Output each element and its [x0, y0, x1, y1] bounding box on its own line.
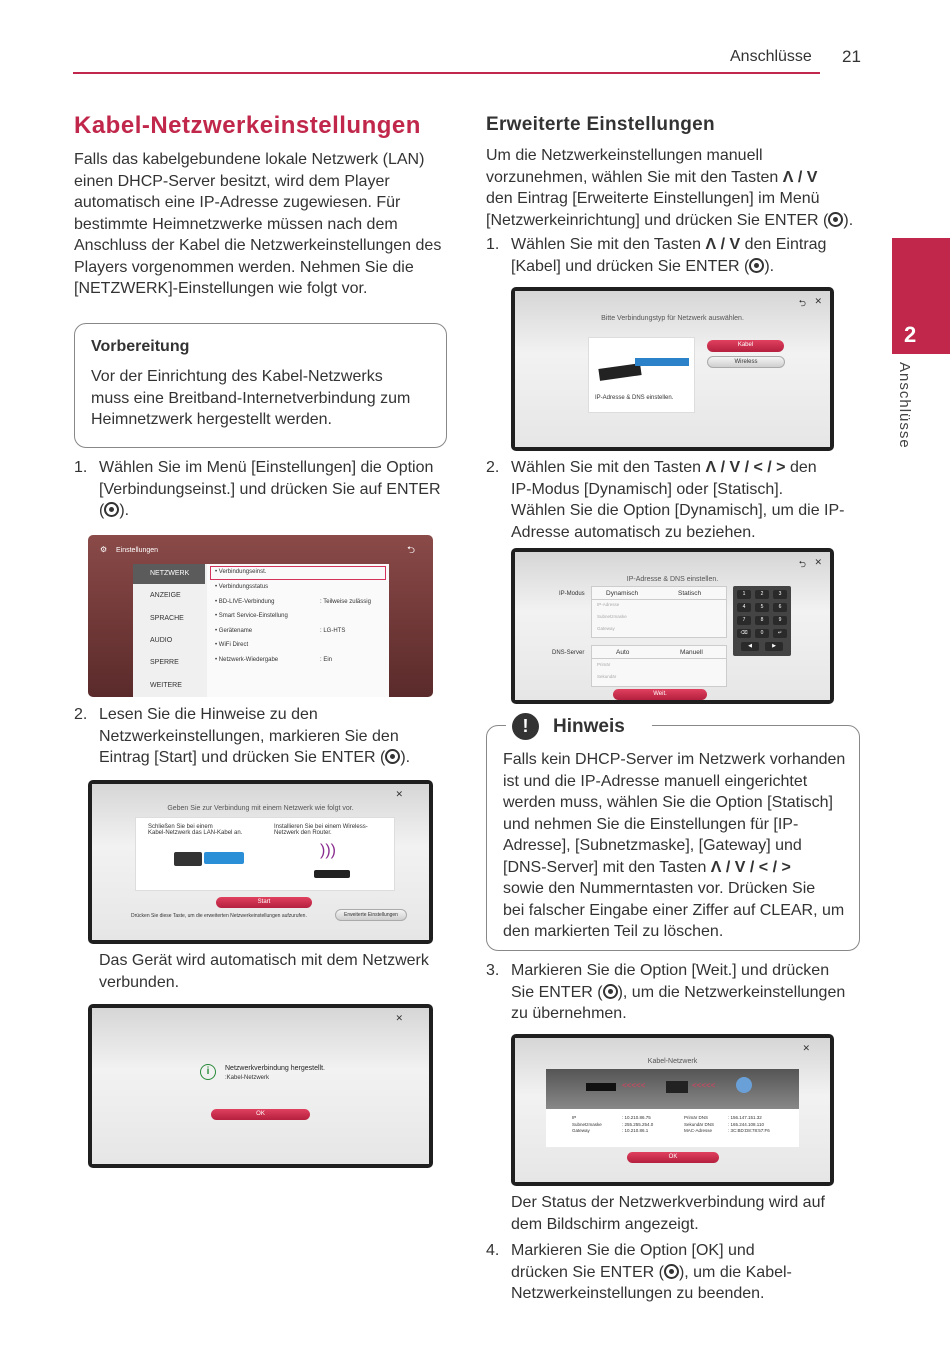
advanced-intro: Um die Netzwerkeinstellungen manuell vorzunehmen, wählen Sie mit den Tasten Λ / V den Eintrag [Erweiterte Einstellungen] im Menü [Netzwerkeinrichtung] und drücken Sie ENTER ( ).: [486, 147, 854, 229]
dns-panel: [591, 645, 727, 687]
preparation-text: Vor der Einrichtung des Kabel-Netzwerks muss eine Breitband-Internetverbindung zum Heimnetzwerk hergestellt werden.: [91, 368, 411, 428]
step-number: 3.: [486, 962, 500, 979]
step-number: 4.: [486, 1242, 500, 1259]
wired-option[interactable]: Kabel: [707, 340, 784, 352]
settings-title: Einstellungen: [116, 547, 159, 554]
key[interactable]: 2: [755, 590, 769, 599]
enter-icon: [828, 212, 843, 227]
connection-success-screenshot: [88, 1004, 433, 1168]
option-row[interactable]: • Smart Service-Einstellung: [215, 613, 288, 619]
start-button[interactable]: Start: [216, 897, 312, 908]
key[interactable]: 5: [755, 603, 769, 612]
static-option[interactable]: Statisch: [678, 590, 702, 597]
lan-port-icon: [174, 852, 202, 866]
key[interactable]: 3: [773, 590, 787, 599]
option-row[interactable]: • WiFi Direct: [215, 642, 249, 648]
close-icon[interactable]: ✕: [395, 789, 403, 799]
close-icon[interactable]: ✕: [802, 1043, 810, 1053]
note-header: [506, 712, 652, 740]
enter-icon: [385, 749, 400, 764]
menu-item[interactable]: AUDIO: [150, 637, 173, 644]
subnet-field[interactable]: Subnetzmaske: [597, 614, 627, 619]
step-text: Wählen Sie mit den Tasten Λ / V den Eintrag [Kabel] und drücken Sie ENTER ( ).: [511, 236, 827, 275]
dialog-title: IP-Adresse & DNS einstellen.: [626, 576, 719, 583]
step-number: 2.: [486, 459, 500, 476]
router-icon: [666, 1081, 688, 1093]
network-status-screenshot: [511, 1034, 834, 1186]
next-button[interactable]: Weit.: [613, 689, 707, 700]
left-key[interactable]: ◀: [741, 642, 759, 651]
ip-dns-caption: IP-Adresse & DNS einstellen.: [595, 395, 674, 401]
backspace-key[interactable]: ⌫: [737, 629, 751, 638]
note-text: Falls kein DHCP-Server im Netzwerk vorhanden ist und die IP-Adresse manuell eingerichtet werden muss, wählen Sie die Option [Statisch] und nehmen Sie die Einstellungen für [IP- Adresse], [Subnetzmaske], [Gateway] und [DNS-Server] mit den Tasten Λ / V / < / > sowie den Nummerntasten vor. Drücken Sie bei falscher Eingabe einer Ziffer auf CLEAR, um den markierten Teil zu löschen.: [503, 751, 846, 940]
preparation-box: [74, 323, 447, 448]
option-row[interactable]: • Verbindungsstatus: [215, 584, 269, 590]
key[interactable]: 7: [737, 616, 751, 625]
ip-mode-panel: [591, 586, 727, 638]
ip-mode-label: IP-Modus: [559, 591, 585, 597]
settings-screenshot: [88, 535, 433, 697]
enter-key[interactable]: ↵: [773, 629, 787, 638]
wifi-signal-icon: ))): [320, 842, 336, 859]
dialog-title: Geben Sie zur Verbindung mit einem Netzwerk wie folgt vor.: [167, 805, 354, 812]
auto-option[interactable]: Auto: [616, 649, 630, 656]
key[interactable]: 9: [773, 616, 787, 625]
step-text: Lesen Sie die Hinweise zu den Netzwerkeinstellungen, markieren Sie den Eintrag [Start] und drücken Sie ENTER ( ).: [99, 706, 411, 766]
auto-connect-text: Das Gerät wird automatisch mit dem Netzwerk verbunden.: [99, 952, 429, 991]
back-icon: ⮌: [406, 545, 415, 556]
key[interactable]: 0: [755, 629, 769, 638]
close-icon[interactable]: ✕: [814, 296, 822, 306]
enter-icon: [603, 984, 618, 999]
advanced-hint: Drücken Sie diese Taste, um die erweiterten Netzwerkeinstellungen aufzurufen.: [131, 913, 307, 919]
lan-cable-icon: [635, 358, 689, 366]
key[interactable]: 1: [737, 590, 751, 599]
close-icon[interactable]: ✕: [814, 557, 822, 567]
intro-paragraph: Falls das kabelgebundene lokale Netzwerk (LAN) einen DHCP-Server besitzt, wird dem Player automatisch eine IP-Adresse zugewiesen. Für bestimmte Heimnetzwerke müssen nach dem Anschluss der Kabel die Netzwerkeinstellungen des Players vorgenommen werden. Nehmen Sie die [NETZWERK]-Einstellungen wie folgt vor.: [74, 151, 442, 297]
link-arrows-icon: <<<<<: [692, 1081, 716, 1090]
ok-button[interactable]: OK: [211, 1109, 310, 1120]
status-keys-left: IP Subnetzmaske Gateway: [572, 1115, 602, 1133]
link-arrows-icon: <<<<<: [622, 1081, 646, 1090]
dns-label: DNS-Server: [552, 650, 585, 656]
network-diagram: [546, 1069, 799, 1109]
success-message: Netzwerkverbindung hergestellt.: [225, 1065, 325, 1072]
ip-dns-screenshot: [511, 548, 834, 704]
option-row[interactable]: • Netzwerk-Wiedergabe : Ein: [215, 657, 333, 663]
status-values-right: : 156.147.151.32 : 165.244.108.110 : 3C:BD:D8:78:57:F6: [728, 1115, 770, 1133]
wireless-hint: Installieren Sie bei einem Wireless- Netzwerk den Router.: [274, 824, 368, 836]
step-number: 1.: [74, 459, 88, 476]
menu-item[interactable]: SPERRE: [150, 659, 179, 666]
enter-icon: [664, 1264, 679, 1279]
lan-cable-icon: [204, 852, 244, 864]
network-connect-screenshot: [88, 780, 433, 944]
option-row[interactable]: • Gerätename : LG-HTS: [215, 628, 346, 634]
settings-menu: [133, 564, 207, 697]
chapter-number: 2: [904, 322, 917, 347]
hint-panel: [135, 817, 395, 891]
wireless-option[interactable]: Wireless: [707, 356, 785, 368]
key[interactable]: 8: [755, 616, 769, 625]
menu-item[interactable]: WEITERE: [150, 682, 182, 689]
dialog-title: Bitte Verbindungstyp für Netzwerk auswählen.: [601, 315, 744, 322]
warning-icon: !: [512, 713, 539, 740]
option-row[interactable]: • Verbindungseinst.: [215, 569, 267, 575]
page-number: 21: [842, 47, 861, 66]
close-icon[interactable]: ✕: [395, 1013, 403, 1023]
secondary-dns-field[interactable]: Sekundär: [597, 674, 617, 679]
wired-hint: Schließen Sie bei einem Kabel-Netzwerk das LAN-Kabel an.: [148, 824, 243, 836]
status-values-left: : 10.210.86.75 : 255.255.254.0 : 10.210.86.1: [622, 1115, 654, 1133]
router-icon: [314, 870, 350, 878]
status-text: Der Status der Netzwerkverbindung wird auf dem Bildschirm angezeigt.: [511, 1194, 825, 1233]
chapter-tab: [892, 238, 950, 354]
dialog-title: Kabel-Netzwerk: [647, 1058, 698, 1065]
back-icon[interactable]: ⮌: [798, 298, 806, 308]
enter-icon: [749, 258, 764, 273]
menu-item[interactable]: ANZEIGE: [150, 592, 181, 599]
internet-globe-icon: [736, 1077, 752, 1093]
step-number: 2.: [74, 706, 88, 723]
key[interactable]: 6: [773, 603, 787, 612]
running-header-section: Anschlüsse: [730, 48, 812, 65]
ok-button[interactable]: OK: [627, 1152, 719, 1163]
illustration-panel: [588, 337, 695, 413]
dynamic-option[interactable]: Dynamisch: [606, 590, 639, 597]
step-number: 1.: [486, 236, 500, 253]
info-icon: i: [200, 1064, 216, 1080]
primary-dns-field[interactable]: Primär: [597, 662, 611, 667]
settings-options: [207, 564, 389, 697]
advanced-settings-button[interactable]: Erweiterte Einstellungen: [335, 909, 407, 921]
step-text: Markieren Sie die Option [OK] und drücken Sie ENTER ( ), um die Kabel- Netzwerkeinstellungen zu beenden.: [511, 1242, 792, 1302]
header-rule: [73, 72, 820, 74]
step-text: Markieren Sie die Option [Weit.] und drücken Sie ENTER ( ), um die Netzwerkeinstellungen zu übernehmen.: [511, 962, 846, 1022]
gear-icon: ⚙: [100, 545, 108, 554]
note-title: Hinweis: [553, 716, 625, 737]
right-key[interactable]: ▶: [765, 642, 783, 651]
player-icon: [586, 1083, 616, 1091]
option-row[interactable]: • BD-LIVE-Verbindung : Teilweise zulässig: [215, 599, 371, 605]
step-text: Wählen Sie im Menü [Einstellungen] die Option [Verbindungseinst.] und drücken Sie auf ENTER ( ).: [99, 459, 441, 519]
preparation-title: Vorbereitung: [91, 338, 190, 355]
gateway-field[interactable]: Gateway: [597, 626, 615, 631]
back-icon[interactable]: ⮌: [798, 559, 806, 569]
menu-item[interactable]: SPRACHE: [150, 615, 184, 622]
manual-option[interactable]: Manuell: [680, 649, 703, 656]
key[interactable]: 4: [737, 603, 751, 612]
step-text: Wählen Sie mit den Tasten Λ / V / < / > den IP-Modus [Dynamisch] oder [Statisch]. Wählen Sie die Option [Dynamisch], um die IP- Adresse automatisch zu beziehen.: [511, 459, 845, 541]
subsection-title: Erweiterte Einstellungen: [486, 114, 715, 135]
menu-item[interactable]: NETZWERK: [133, 564, 205, 584]
number-keypad: [733, 586, 791, 656]
chapter-label: Anschlüsse: [896, 362, 913, 449]
status-keys-right: Primär DNS Sekundär DNS MAC-Adresse: [684, 1115, 715, 1133]
connection-type: :Kabel-Netzwerk: [225, 1075, 270, 1081]
section-title: Kabel-Netzwerkeinstellungen: [74, 112, 421, 139]
status-info-panel: [546, 1109, 799, 1147]
enter-icon: [104, 502, 119, 517]
ip-address-field[interactable]: IP-Adresse: [597, 602, 620, 607]
connection-type-screenshot: [511, 287, 834, 451]
